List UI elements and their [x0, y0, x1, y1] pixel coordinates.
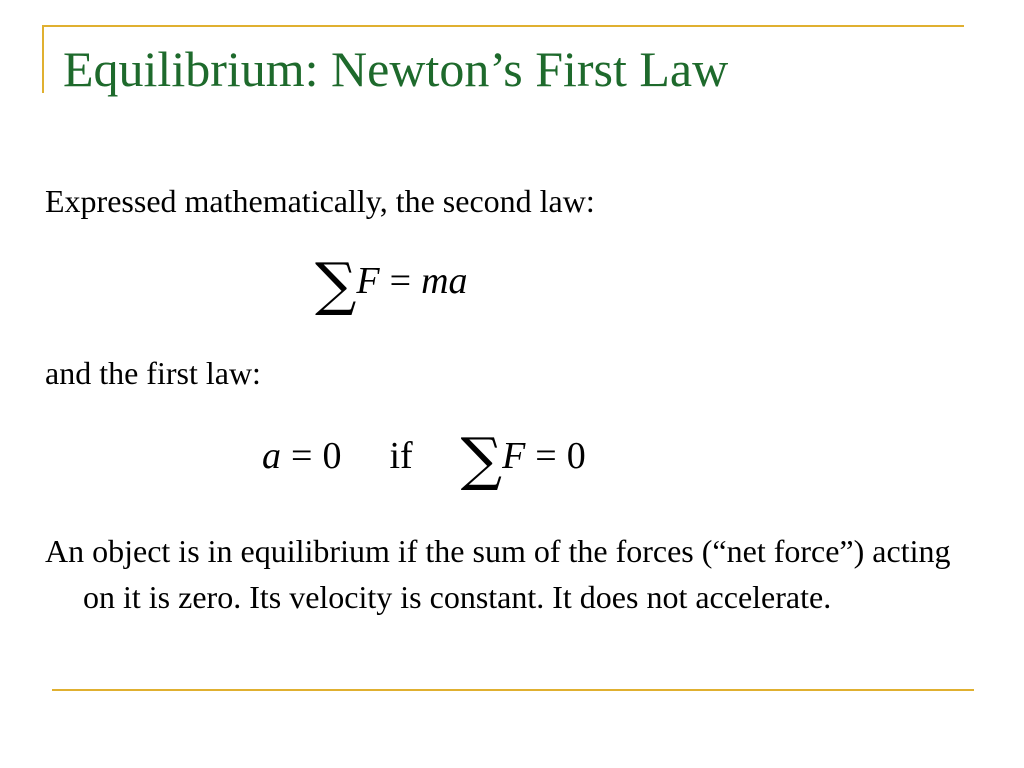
acceleration-variable: a — [262, 435, 281, 477]
frame-left-rule — [42, 25, 44, 93]
equals-sign: = — [291, 435, 313, 477]
summation-symbol: ∑ — [460, 425, 503, 493]
frame-bottom-rule — [52, 689, 974, 691]
equals-sign: = — [389, 260, 412, 302]
zero-value: 0 — [322, 435, 342, 477]
second-law-equation — [315, 250, 468, 318]
first-law-equation — [262, 425, 586, 493]
force-variable: F — [356, 260, 380, 302]
if-word: if — [389, 435, 413, 477]
mass-acceleration: ma — [421, 260, 468, 302]
first-law-text: and the first law: — [45, 355, 261, 391]
conclusion-text: An object is in equilibrium if the sum of the forces (“net force”) acting on it is zero. Its velocity is constant. It does not accelerate. — [45, 533, 951, 615]
slide-title: Equilibrium: Newton’s First Law — [63, 41, 729, 97]
frame-top-rule — [42, 25, 964, 27]
zero-value: 0 — [566, 435, 586, 477]
equals-sign: = — [535, 435, 557, 477]
summation-symbol: ∑ — [315, 250, 357, 318]
intro-text: Expressed mathematically, the second law: — [45, 183, 595, 219]
force-variable: F — [502, 435, 526, 477]
